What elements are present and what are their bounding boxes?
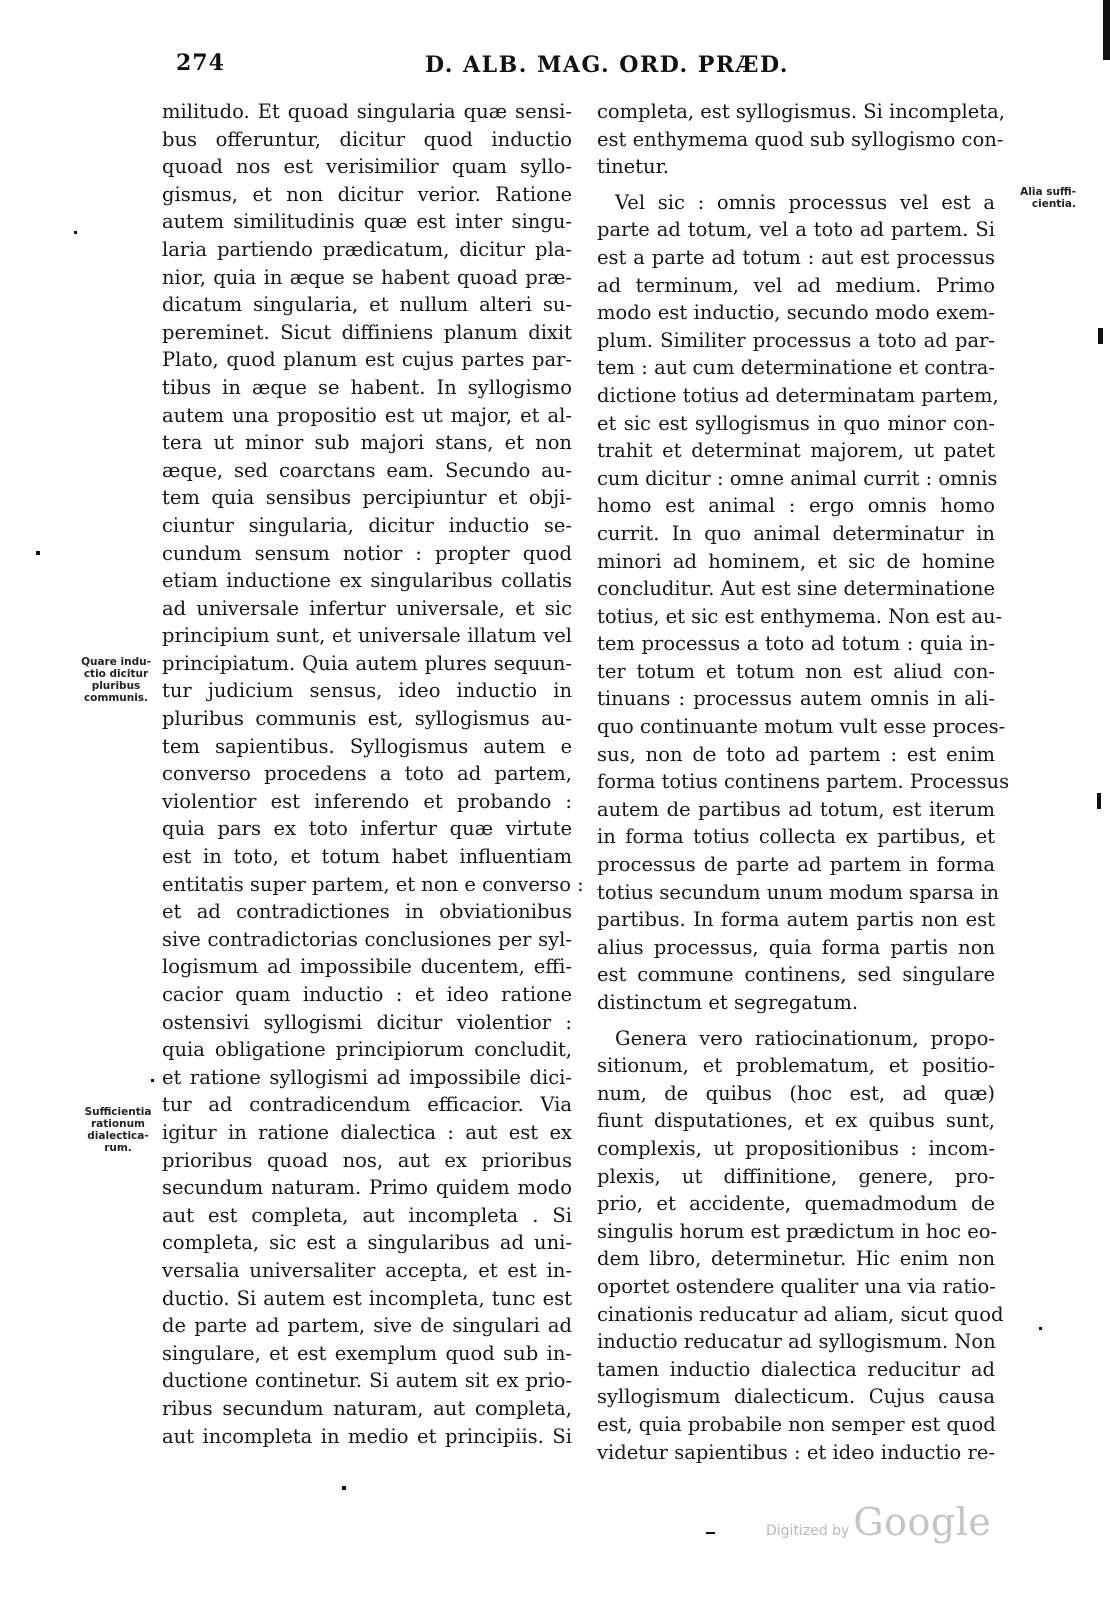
text-line: Vel sic : omnis processus vel est a (615, 190, 995, 214)
text-line: est a parte ad totum : aut est processus (597, 245, 995, 269)
text-line: cacior quam inductio : et ideo ratione (162, 983, 572, 1006)
text-line: num, de quibus (hoc est, ad quæ) (597, 1081, 995, 1105)
margin-note-line: Alia suffi- (1020, 186, 1076, 198)
paragraph (597, 1025, 1004, 1467)
text-line: tur judicium sensus, ideo inductio in (162, 679, 572, 703)
text-line: igitur in ratione dialectica : aut est ex (162, 1120, 572, 1144)
text-line: entitatis super partem, et non e converso : (162, 872, 584, 896)
text-line: cundum sensum notior : propter quod (162, 541, 572, 565)
margin-note-sufficientia (78, 1106, 158, 1154)
page-header (160, 50, 1020, 84)
text-line: tinuans : processus autem omnis in ali- (597, 687, 995, 711)
paragraph (597, 98, 1005, 181)
digitization-watermark (766, 1500, 991, 1550)
margin-note-line: pluribus (91, 680, 141, 692)
text-line: singulare, et est exemplum quod sub in- (162, 1341, 572, 1365)
text-line: principium sunt, et universale illatum vel (162, 624, 572, 648)
text-line: aut incompleta in medio et principiis. Si (162, 1424, 572, 1448)
text-line: quo continuante motum vult esse proces- (597, 715, 1006, 739)
scan-speck (151, 1079, 154, 1082)
margin-note-line: rationum (91, 1118, 145, 1130)
margin-note-line: Sufficientia (84, 1106, 152, 1118)
text-line: est, quia probabile non semper est quod (597, 1412, 996, 1436)
text-line: in forma totius collecta ex partibus, et (597, 825, 995, 849)
text-line: et sic est syllogismus in quo minor con- (597, 411, 995, 435)
text-line: laria partiendo prædicatum, dicitur pla- (162, 237, 572, 261)
watermark-prefix: Digitized by (766, 1523, 850, 1539)
text-line: tera ut minor sub majori stans, et non (162, 431, 572, 455)
text-line: tem : aut cum determinatione et contra- (597, 356, 995, 380)
right-text-column (597, 98, 1010, 1466)
text-line: converso procedens a toto ad partem, (162, 762, 572, 786)
margin-note-line: cientia. (1031, 198, 1076, 210)
margin-note-line: rum. (104, 1142, 132, 1154)
text-line: inductio reducatur ad syllogismum. Non (597, 1330, 996, 1354)
text-line: partibus. In forma autem partis non est (597, 908, 995, 932)
text-line: tamen inductio dialectica reducitur ad (597, 1357, 995, 1381)
text-line: syllogismum dialecticum. Cujus causa (597, 1385, 995, 1409)
text-line: et ad contradictiones in obviationibus (162, 900, 572, 924)
text-line: quia obligatione principiorum concludit, (162, 1038, 572, 1062)
text-line: dem libro, determinetur. Hic enim non (597, 1247, 995, 1271)
text-line: plum. Similiter processus a toto ad par- (597, 328, 995, 352)
text-line: videtur sapientibus : et ideo inductio re- (597, 1440, 995, 1464)
text-line: autem similitudinis quæ est inter singu- (162, 210, 572, 234)
text-line: gismus, et non dicitur verior. Ratione (162, 182, 572, 206)
text-line: aut est completa, aut incompleta . Si (162, 1203, 572, 1227)
text-line: minori ad hominem, et sic de homine (597, 549, 995, 573)
text-line: ad universale infertur universale, et sic (162, 596, 572, 620)
text-line: sive contradictorias conclusiones per syl- (162, 927, 572, 951)
scan-speck (36, 551, 40, 555)
text-line: parte ad totum, vel a toto ad partem. Si (597, 218, 995, 242)
text-line: dictione totius ad determinatam partem, (597, 383, 999, 407)
text-line: violentior est inferendo et probando : (162, 789, 572, 813)
text-line: totius, et sic est enthymema. Non est au- (597, 604, 1003, 628)
text-line: cum dicitur : omne animal currit : omnis (597, 466, 998, 490)
text-line: ribus secundum naturam, aut completa, (162, 1396, 572, 1420)
text-line: currit. In quo animal determinatur in (597, 521, 995, 545)
text-line: complexis, ut propositionibus : incom- (597, 1136, 995, 1160)
margin-note-quare-inductio (74, 656, 158, 704)
text-line: ductio. Si autem est incompleta, tunc est (162, 1286, 572, 1310)
text-line: cinationis reducatur ad aliam, sicut quod (597, 1302, 1004, 1326)
text-line: autem una propositio est ut major, et al- (162, 403, 572, 427)
scan-speck (74, 231, 77, 234)
scan-speck (342, 1486, 346, 1490)
left-text-column (162, 98, 584, 1450)
text-line: æque, sed coarctans eam. Secundo au- (162, 458, 572, 482)
margin-note-line: Quare indu- (81, 656, 151, 668)
text-line: de parte ad partem, sive de singulari ad (162, 1314, 572, 1338)
text-line: bus offeruntur, dicitur quod inductio (162, 127, 572, 151)
text-line: dicatum singularia, et nullum alteri su- (162, 293, 572, 317)
text-line: etiam inductione ex singularibus collatis (162, 569, 572, 593)
text-line: et ratione syllogismi ad impossibile dici- (162, 1065, 572, 1089)
page-edge-mark (1097, 793, 1101, 809)
text-line: est enthymema quod sub syllogismo con- (597, 127, 1004, 151)
text-line: trahit et determinat majorem, ut patet (597, 439, 995, 463)
text-line: est commune continens, sed singulare (597, 963, 995, 987)
text-line: quia pars ex toto infertur quæ virtute (162, 817, 572, 841)
text-line: ductione continetur. Si autem sit ex prio- (162, 1369, 572, 1393)
text-line: prioribus quoad nos, aut ex prioribus (162, 1148, 572, 1172)
running-head: D. ALB. MAG. ORD. PRÆD. (425, 52, 789, 78)
page-number: 274 (176, 50, 225, 76)
text-line: oportet ostendere qualiter una via ratio- (597, 1274, 996, 1298)
text-line: sus, non de toto ad partem : est enim (597, 742, 995, 766)
text-line: homo est animal : ergo omnis homo (597, 494, 995, 518)
margin-note-line: dialectica- (87, 1130, 149, 1142)
text-line: ad terminum, vel ad medium. Primo (597, 273, 995, 297)
text-line: sitionum, et problematum, et positio- (597, 1054, 995, 1078)
text-line: nior, quia in æque se habent quoad præ- (162, 265, 572, 289)
text-line: fiunt disputationes, et ex quibus sunt, (597, 1109, 995, 1133)
text-line: modo est inductio, secundo modo exem- (597, 301, 995, 325)
page-edge-mark (1103, 0, 1110, 60)
margin-note-alia-sufficientia (1004, 186, 1076, 210)
text-line: plexis, ut diffinitione, genere, pro- (597, 1164, 995, 1188)
text-line: logismum ad impossibile ducentem, effi- (162, 955, 572, 979)
text-line: quoad nos est verisimilior quam syllo- (162, 155, 572, 179)
text-line: tinetur. (597, 155, 669, 179)
text-line: Genera vero ratiocinationum, propo- (615, 1026, 995, 1050)
page-edge-mark (1098, 328, 1103, 344)
text-line: tibus in æque se habent. In syllogismo (162, 375, 572, 399)
text-line: tur ad contradicendum efficacior. Via (162, 1093, 572, 1117)
text-line: Plato, quod planum est cujus partes par- (162, 348, 572, 372)
text-line: secundum naturam. Primo quidem modo (162, 1176, 572, 1200)
text-line: singulis horum est prædictum in hoc eo- (597, 1219, 998, 1243)
text-line: distinctum et segregatum. (597, 991, 859, 1014)
text-line: principiatum. Quia autem plures sequun- (162, 651, 572, 675)
text-line: processus de parte ad partem in forma (597, 853, 995, 877)
scan-speck (706, 1532, 715, 1534)
text-line: autem de partibus ad totum, est iterum (597, 797, 995, 821)
text-line: tem sapientibus. Syllogismus autem e (162, 734, 572, 758)
text-line: pereminet. Sicut diffiniens planum dixit (162, 320, 572, 344)
text-line: tem quia sensibus percipiuntur et obji- (162, 486, 572, 510)
text-line: versalia universaliter accepta, et est in- (162, 1258, 572, 1282)
text-line: ostensivi syllogismi dicitur violentior : (162, 1010, 572, 1034)
text-line: pluribus communis est, syllogismus au- (162, 707, 572, 731)
text-line: completa, sic est a singularibus ad uni- (162, 1231, 572, 1255)
text-line: est in toto, et totum habet influentiam (162, 845, 572, 869)
text-line: completa, est syllogismus. Si incompleta, (597, 100, 1005, 123)
paragraph (597, 189, 1010, 1017)
google-logo: Google (853, 1500, 992, 1544)
text-line: militudo. Et quoad singularia quæ sensi- (162, 100, 572, 123)
text-line: totius secundum unum modum sparsa in (597, 880, 1000, 904)
margin-note-line: ctio dicitur (83, 668, 149, 680)
scan-speck (1039, 1327, 1042, 1330)
text-line: prio, et accidente, quemadmodum de (597, 1192, 995, 1216)
text-line: tem processus a toto ad totum : quia in- (597, 632, 995, 656)
text-line: ter totum et totum non est aliud con- (597, 659, 995, 683)
margin-note-line: communis. (83, 692, 149, 704)
text-line: alius processus, quia forma partis non (597, 935, 995, 959)
text-line: ciuntur singularia, dicitur inductio se- (162, 513, 572, 537)
text-line: concluditur. Aut est sine determinatione (597, 577, 995, 601)
text-line: forma totius continens partem. Processus (597, 770, 1010, 794)
